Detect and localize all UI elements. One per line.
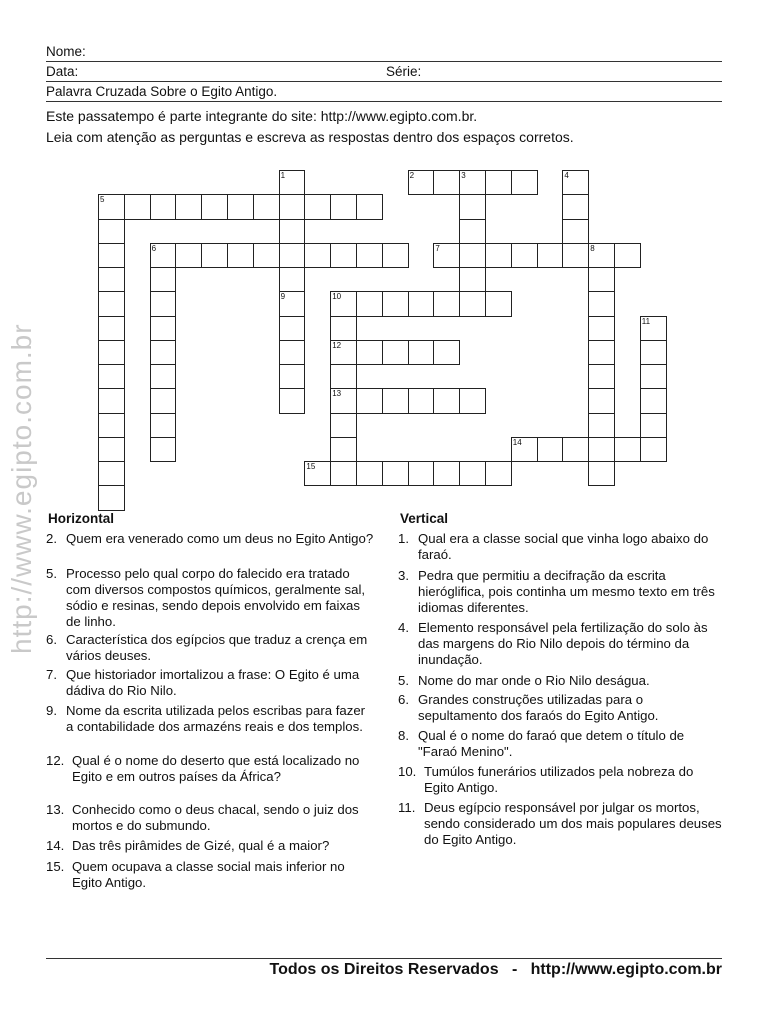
crossword-cell[interactable] bbox=[279, 340, 306, 365]
crossword-cell[interactable] bbox=[98, 413, 125, 438]
crossword-cell[interactable] bbox=[588, 243, 615, 268]
name-label: Nome: bbox=[46, 44, 86, 59]
clue-text: Nome do mar onde o Rio Nilo deságua. bbox=[418, 673, 650, 688]
crossword-cell[interactable] bbox=[279, 267, 306, 292]
clue-number: 4. bbox=[398, 620, 409, 635]
clue-number: 7. bbox=[46, 667, 57, 682]
crossword-cell[interactable] bbox=[485, 291, 512, 316]
clue-text: Elemento responsável pela fertilização do solo às das margens do Rio Nilo depois do término da inundação. bbox=[418, 620, 708, 667]
crossword-cell[interactable] bbox=[356, 291, 383, 316]
page-title: Palavra Cruzada Sobre o Egito Antigo. bbox=[46, 84, 278, 99]
clue-text: Processo pelo qual corpo do falecido era tratado com diversos compostos químicos, geralmente sal, sódio e resinas, sendo depois envolvido em faixas de linho. bbox=[66, 566, 366, 629]
clue-text: Das três pirâmides de Gizé, qual é a maior? bbox=[72, 838, 330, 853]
crossword-cell[interactable] bbox=[433, 461, 460, 486]
cell-number: 11 bbox=[641, 316, 651, 326]
crossword-cell[interactable] bbox=[640, 413, 667, 438]
footer-rights: Todos os Direitos Reservados bbox=[269, 961, 499, 978]
crossword-cell[interactable] bbox=[201, 194, 228, 219]
crossword-cell[interactable] bbox=[98, 485, 125, 510]
crossword-cell[interactable] bbox=[330, 316, 357, 341]
crossword-cell[interactable] bbox=[382, 388, 409, 413]
crossword-cell[interactable] bbox=[485, 243, 512, 268]
crossword-cell[interactable] bbox=[98, 437, 125, 462]
crossword-cell[interactable] bbox=[485, 461, 512, 486]
crossword-grid bbox=[0, 0, 768, 500]
crossword-cell[interactable] bbox=[330, 388, 357, 413]
crossword-cell[interactable] bbox=[382, 291, 409, 316]
crossword-cell[interactable] bbox=[588, 340, 615, 365]
crossword-cell[interactable] bbox=[408, 170, 435, 195]
clue-number: 5. bbox=[398, 673, 409, 688]
footer bbox=[269, 961, 722, 979]
crossword-cell[interactable] bbox=[408, 291, 435, 316]
crossword-cell[interactable] bbox=[511, 243, 538, 268]
clue-text: Quem ocupava a classe social mais inferior no Egito Antigo. bbox=[72, 859, 345, 890]
crossword-cell[interactable] bbox=[330, 413, 357, 438]
crossword-cell[interactable] bbox=[459, 219, 486, 244]
cell-number: 14 bbox=[512, 437, 522, 447]
crossword-cell[interactable] bbox=[433, 388, 460, 413]
crossword-cell[interactable] bbox=[253, 194, 280, 219]
clue-text: Tumúlos funerários utilizados pela nobreza do Egito Antigo. bbox=[424, 764, 694, 795]
crossword-cell[interactable] bbox=[562, 243, 589, 268]
clue-text: Deus egípcio responsável por julgar os mortos, sendo considerado um dos mais populares deuses do Egito Antigo. bbox=[424, 800, 722, 847]
clue-text: Nome da escrita utilizada pelos escribas para fazer a contabilidade dos armazéns reais e dos templos. bbox=[66, 703, 366, 734]
cell-number: 8 bbox=[590, 243, 595, 253]
crossword-cell[interactable] bbox=[150, 194, 177, 219]
crossword-cell[interactable] bbox=[330, 364, 357, 389]
clue-text: Que historiador imortalizou a frase: O Egito é uma dádiva do Rio Nilo. bbox=[66, 667, 360, 698]
crossword-cell[interactable] bbox=[511, 170, 538, 195]
crossword-cell[interactable] bbox=[356, 243, 383, 268]
clue-number: 13. bbox=[46, 802, 65, 817]
cell-number: 10 bbox=[332, 292, 342, 302]
crossword-cell[interactable] bbox=[433, 340, 460, 365]
crossword-cell[interactable] bbox=[588, 461, 615, 486]
crossword-cell[interactable] bbox=[433, 243, 460, 268]
crossword-cell[interactable] bbox=[356, 340, 383, 365]
crossword-cell[interactable] bbox=[588, 413, 615, 438]
cell-number: 5 bbox=[100, 195, 105, 205]
crossword-cell[interactable] bbox=[562, 194, 589, 219]
crossword-cell[interactable] bbox=[304, 194, 331, 219]
crossword-cell[interactable] bbox=[459, 194, 486, 219]
crossword-cell[interactable] bbox=[279, 364, 306, 389]
crossword-cell[interactable] bbox=[537, 437, 564, 462]
clue-text: Qual é o nome do faraó que detem o título de "Faraó Menino". bbox=[418, 728, 685, 759]
crossword-cell[interactable] bbox=[588, 388, 615, 413]
crossword-cell[interactable] bbox=[640, 340, 667, 365]
cell-number: 2 bbox=[409, 171, 415, 180]
clue-number: 15. bbox=[46, 859, 65, 874]
crossword-cell[interactable] bbox=[201, 243, 228, 268]
crossword-cell[interactable] bbox=[330, 243, 357, 268]
crossword-cell[interactable] bbox=[150, 291, 177, 316]
crossword-cell[interactable] bbox=[98, 267, 125, 292]
crossword-cell[interactable] bbox=[150, 316, 177, 341]
crossword-cell[interactable] bbox=[485, 170, 512, 195]
crossword-cell[interactable] bbox=[227, 194, 254, 219]
cell-number: 3 bbox=[461, 171, 466, 180]
crossword-cell[interactable] bbox=[304, 461, 331, 486]
cell-number: 9 bbox=[280, 292, 286, 302]
clue-number: 14. bbox=[46, 838, 65, 853]
crossword-cell[interactable] bbox=[98, 316, 125, 341]
instructions-text: Leia com atenção as perguntas e escreva as respostas dentro dos espaços corretos. bbox=[46, 129, 574, 145]
crossword-cell[interactable] bbox=[511, 437, 538, 462]
crossword-cell[interactable] bbox=[330, 291, 357, 316]
crossword-cell[interactable] bbox=[124, 194, 151, 219]
crossword-cell[interactable] bbox=[98, 364, 125, 389]
clue-text: Grandes construções utilizadas para o sepultamento dos faraós do Egito Antigo. bbox=[418, 692, 659, 723]
crossword-cell[interactable] bbox=[562, 219, 589, 244]
crossword-cell[interactable] bbox=[640, 364, 667, 389]
crossword-cell[interactable] bbox=[459, 170, 486, 195]
crossword-cell[interactable] bbox=[588, 267, 615, 292]
crossword-cell[interactable] bbox=[408, 461, 435, 486]
clue-number: 2. bbox=[46, 531, 57, 546]
crossword-cell[interactable] bbox=[562, 170, 589, 195]
footer-url[interactable]: http://www.egipto.com.br bbox=[530, 961, 722, 978]
watermark: http://www.egipto.com.br bbox=[6, 323, 37, 654]
crossword-cell[interactable] bbox=[98, 219, 125, 244]
crossword-cell[interactable] bbox=[279, 388, 306, 413]
cell-number: 12 bbox=[332, 340, 342, 350]
crossword-cell[interactable] bbox=[304, 243, 331, 268]
cell-number: 6 bbox=[151, 243, 157, 253]
crossword-cell[interactable] bbox=[433, 170, 460, 195]
crossword-cell[interactable] bbox=[459, 267, 486, 292]
crossword-cell[interactable] bbox=[459, 461, 486, 486]
crossword-cell[interactable] bbox=[356, 194, 383, 219]
crossword-cell[interactable] bbox=[98, 194, 125, 219]
clue-text: Quem era venerado como um deus no Egito Antigo? bbox=[66, 531, 374, 546]
date-label: Data: bbox=[46, 64, 79, 79]
crossword-cell[interactable] bbox=[279, 194, 306, 219]
clue-text: Qual era a classe social que vinha logo abaixo do faraó. bbox=[418, 531, 709, 562]
crossword-cell[interactable] bbox=[150, 267, 177, 292]
crossword-cell[interactable] bbox=[330, 437, 357, 462]
clue-number: 8. bbox=[398, 728, 409, 743]
intro-text: Este passatempo é parte integrante do site: http://www.egipto.com.br. bbox=[46, 108, 478, 124]
crossword-cell[interactable] bbox=[330, 461, 357, 486]
crossword-cell[interactable] bbox=[150, 243, 177, 268]
crossword-cell[interactable] bbox=[588, 364, 615, 389]
crossword-cell[interactable] bbox=[150, 364, 177, 389]
clue-text: Pedra que permitiu a decifração da escrita hieróglifica, pois continha um mesmo texto em três idiomas diferentes. bbox=[418, 568, 715, 615]
clue-number: 9. bbox=[46, 703, 57, 718]
crossword-cell[interactable] bbox=[382, 243, 409, 268]
clue-number: 10. bbox=[398, 764, 417, 779]
clue-number: 5. bbox=[46, 566, 57, 581]
crossword-cell[interactable] bbox=[175, 243, 202, 268]
crossword-cell[interactable] bbox=[227, 243, 254, 268]
horizontal-title: Horizontal bbox=[48, 511, 114, 526]
crossword-cell[interactable] bbox=[640, 316, 667, 341]
clue-number: 6. bbox=[46, 632, 57, 647]
vertical-title: Vertical bbox=[400, 511, 449, 526]
crossword-cell[interactable] bbox=[98, 461, 125, 486]
crossword-cell[interactable] bbox=[408, 340, 435, 365]
crossword-cell[interactable] bbox=[588, 316, 615, 341]
crossword-cell[interactable] bbox=[98, 243, 125, 268]
crossword-cell[interactable] bbox=[408, 388, 435, 413]
crossword-cell[interactable] bbox=[98, 291, 125, 316]
crossword-cell[interactable] bbox=[175, 194, 202, 219]
crossword-cell[interactable] bbox=[537, 243, 564, 268]
footer-rule bbox=[46, 958, 722, 959]
serie-label: Série: bbox=[386, 64, 422, 79]
crossword-cell[interactable] bbox=[459, 291, 486, 316]
crossword-cell[interactable] bbox=[150, 437, 177, 462]
crossword-cell[interactable] bbox=[279, 219, 306, 244]
crossword-cell[interactable] bbox=[279, 316, 306, 341]
clue-text: Qual é o nome do deserto que está localizado no Egito e em outros países da África? bbox=[72, 753, 360, 784]
crossword-cell[interactable] bbox=[253, 243, 280, 268]
crossword-cell[interactable] bbox=[98, 340, 125, 365]
clue-number: 1. bbox=[398, 531, 409, 546]
clue-text: Conhecido como o deus chacal, sendo o juiz dos mortos e do submundo. bbox=[72, 802, 359, 833]
crossword-cell[interactable] bbox=[150, 340, 177, 365]
crossword-cell[interactable] bbox=[98, 388, 125, 413]
clue-number: 12. bbox=[46, 753, 65, 768]
crossword-cell[interactable] bbox=[382, 461, 409, 486]
crossword-cell[interactable] bbox=[330, 340, 357, 365]
cell-number: 1 bbox=[280, 171, 286, 180]
crossword-cell[interactable] bbox=[330, 194, 357, 219]
crossword-cell[interactable] bbox=[640, 437, 667, 462]
crossword-cell[interactable] bbox=[459, 243, 486, 268]
cell-number: 15 bbox=[306, 462, 316, 471]
crossword-cell[interactable] bbox=[279, 291, 306, 316]
crossword-cell[interactable] bbox=[150, 413, 177, 438]
crossword-cell[interactable] bbox=[150, 388, 177, 413]
clue-text: Característica dos egípcios que traduz a crença em vários deuses. bbox=[66, 632, 368, 663]
crossword-cell[interactable] bbox=[640, 388, 667, 413]
crossword-cell[interactable] bbox=[356, 461, 383, 486]
clue-number: 3. bbox=[398, 568, 409, 583]
crossword-cell[interactable] bbox=[433, 291, 460, 316]
clue-number: 6. bbox=[398, 692, 409, 707]
cell-number: 7 bbox=[435, 243, 440, 253]
crossword-cell[interactable] bbox=[588, 437, 615, 462]
crossword-cell[interactable] bbox=[382, 340, 409, 365]
cell-number: 4 bbox=[564, 171, 569, 180]
crossword-cell[interactable] bbox=[588, 291, 615, 316]
crossword-cell[interactable] bbox=[459, 388, 486, 413]
crossword-cell[interactable] bbox=[279, 243, 306, 268]
crossword-cell[interactable] bbox=[614, 243, 641, 268]
crossword-cell[interactable] bbox=[356, 388, 383, 413]
clue-number: 11. bbox=[398, 800, 416, 815]
crossword-cell[interactable] bbox=[562, 437, 589, 462]
cell-number: 13 bbox=[332, 389, 342, 399]
crossword-cell[interactable] bbox=[279, 170, 306, 195]
crossword-cell[interactable] bbox=[614, 437, 641, 462]
footer-separator: - bbox=[511, 961, 518, 978]
